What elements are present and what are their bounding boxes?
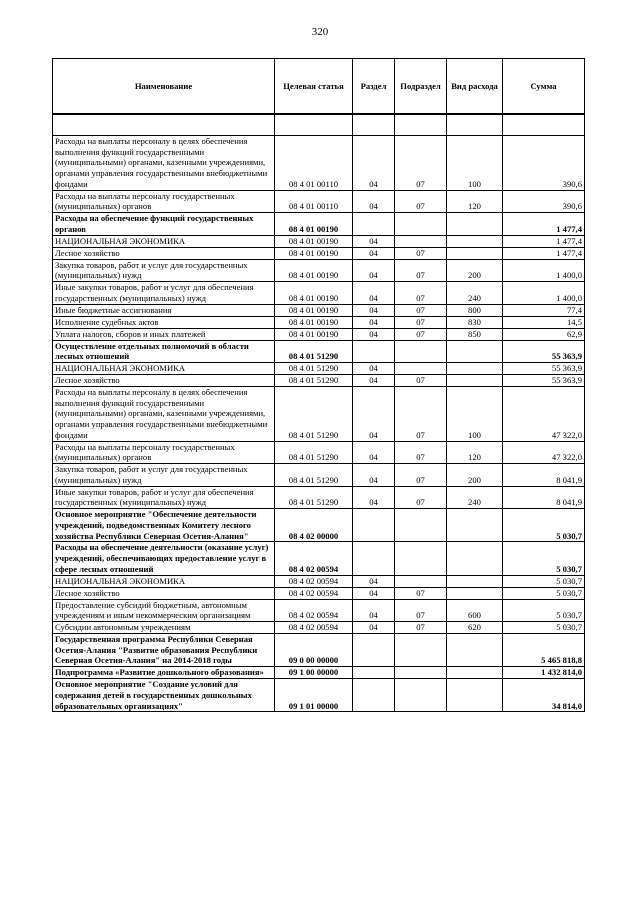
row-sum: 1 432 814,0 xyxy=(503,667,585,679)
row-sum: 1 400,0 xyxy=(503,259,585,281)
row-code: 08 4 02 00594 xyxy=(275,542,353,575)
row-code: 08 4 01 00190 xyxy=(275,259,353,281)
table-row xyxy=(53,542,585,575)
row-section: 04 xyxy=(353,259,395,281)
row-section xyxy=(353,340,395,362)
row-section xyxy=(353,667,395,679)
row-expense-type xyxy=(447,235,503,247)
row-section: 04 xyxy=(353,441,395,463)
row-name xyxy=(53,114,275,136)
row-code: 08 4 01 51290 xyxy=(275,441,353,463)
row-name: Иные бюджетные ассигнования xyxy=(53,304,275,316)
table-row xyxy=(53,235,585,247)
row-expense-type xyxy=(447,114,503,136)
row-name: Расходы на обеспечение функций государственных органов xyxy=(53,213,275,235)
row-sum: 390,6 xyxy=(503,136,585,191)
row-sum: 1 477,4 xyxy=(503,247,585,259)
row-code: 09 0 00 00000 xyxy=(275,633,353,666)
row-code: 08 4 02 00594 xyxy=(275,575,353,587)
table-row xyxy=(53,667,585,679)
row-section xyxy=(353,542,395,575)
table-body xyxy=(53,114,585,712)
row-name: Основное мероприятие "Обеспечение деятельности учреждений, подведомственных Комитету лесного хозяйства Республики Северная Осетия-Алания" xyxy=(53,509,275,542)
row-subsection: 07 xyxy=(395,190,447,212)
row-sum: 14,5 xyxy=(503,316,585,328)
row-name: Лесное хозяйство xyxy=(53,247,275,259)
row-expense-type xyxy=(447,667,503,679)
row-section: 04 xyxy=(353,464,395,486)
table-row xyxy=(53,486,585,508)
row-sum: 55 363,9 xyxy=(503,375,585,387)
table-row xyxy=(53,633,585,666)
row-code: 08 4 01 00190 xyxy=(275,213,353,235)
row-sum: 8 041,9 xyxy=(503,486,585,508)
table-row xyxy=(53,509,585,542)
row-subsection xyxy=(395,542,447,575)
row-sum: 5 030,7 xyxy=(503,621,585,633)
table-row xyxy=(53,387,585,442)
row-section: 04 xyxy=(353,621,395,633)
table-row xyxy=(53,340,585,362)
row-subsection xyxy=(395,667,447,679)
row-code: 08 4 01 51290 xyxy=(275,363,353,375)
row-sum: 5 030,7 xyxy=(503,509,585,542)
row-section: 04 xyxy=(353,486,395,508)
row-code: 08 4 01 00110 xyxy=(275,136,353,191)
row-subsection: 07 xyxy=(395,259,447,281)
row-subsection xyxy=(395,363,447,375)
row-sum: 77,4 xyxy=(503,304,585,316)
table-row xyxy=(53,136,585,191)
row-subsection xyxy=(395,509,447,542)
row-code: 09 1 01 00000 xyxy=(275,679,353,712)
row-subsection: 07 xyxy=(395,486,447,508)
row-subsection: 07 xyxy=(395,587,447,599)
row-subsection xyxy=(395,575,447,587)
row-subsection: 07 xyxy=(395,136,447,191)
row-code: 08 4 02 00594 xyxy=(275,621,353,633)
row-expense-type xyxy=(447,363,503,375)
budget-table xyxy=(52,58,585,712)
row-section: 04 xyxy=(353,575,395,587)
row-subsection: 07 xyxy=(395,464,447,486)
table-row xyxy=(53,363,585,375)
row-sum: 47 322,0 xyxy=(503,441,585,463)
row-section: 04 xyxy=(353,375,395,387)
row-sum: 1 400,0 xyxy=(503,282,585,304)
table-row xyxy=(53,375,585,387)
header-subsection: Подраздел xyxy=(395,59,447,115)
row-expense-type: 830 xyxy=(447,316,503,328)
page-number: 320 xyxy=(311,26,329,38)
row-code xyxy=(275,114,353,136)
row-expense-type xyxy=(447,542,503,575)
row-subsection: 07 xyxy=(395,316,447,328)
header-section: Раздел xyxy=(353,59,395,115)
table-row xyxy=(53,599,585,621)
row-code: 08 4 01 00190 xyxy=(275,247,353,259)
row-expense-type xyxy=(447,509,503,542)
row-name: Уплата налогов, сборов и иных платежей xyxy=(53,328,275,340)
row-subsection: 07 xyxy=(395,304,447,316)
row-section xyxy=(353,679,395,712)
row-section: 04 xyxy=(353,363,395,375)
table-row xyxy=(53,328,585,340)
row-name: Исполнение судебных актов xyxy=(53,316,275,328)
row-name: Закупка товаров, работ и услуг для государственных (муниципальных) нужд xyxy=(53,259,275,281)
table-row xyxy=(53,316,585,328)
row-subsection: 07 xyxy=(395,621,447,633)
row-code: 08 4 01 51290 xyxy=(275,464,353,486)
row-section: 04 xyxy=(353,328,395,340)
row-section: 04 xyxy=(353,316,395,328)
table-row xyxy=(53,464,585,486)
row-code: 08 4 01 51290 xyxy=(275,340,353,362)
row-sum xyxy=(503,114,585,136)
row-section xyxy=(353,633,395,666)
row-code: 08 4 01 51290 xyxy=(275,486,353,508)
row-sum: 62,9 xyxy=(503,328,585,340)
table-row xyxy=(53,190,585,212)
row-expense-type: 200 xyxy=(447,259,503,281)
row-expense-type: 100 xyxy=(447,136,503,191)
row-section xyxy=(353,114,395,136)
row-subsection xyxy=(395,235,447,247)
row-section: 04 xyxy=(353,599,395,621)
row-name: Иные закупки товаров, работ и услуг для обеспечения государственных (муниципальных) нужд xyxy=(53,486,275,508)
row-subsection: 07 xyxy=(395,282,447,304)
row-expense-type: 800 xyxy=(447,304,503,316)
table-row xyxy=(53,441,585,463)
row-code: 08 4 02 00594 xyxy=(275,599,353,621)
row-name: Расходы на обеспечение деятельности (оказание услуг) учреждений, обеспечивающих предоставление услуг в сфере лесных отношений xyxy=(53,542,275,575)
row-section: 04 xyxy=(353,136,395,191)
row-sum: 55 363,9 xyxy=(503,340,585,362)
row-subsection: 07 xyxy=(395,375,447,387)
row-name: Расходы на выплаты персоналу государственных (муниципальных) органов xyxy=(53,190,275,212)
row-expense-type: 240 xyxy=(447,282,503,304)
row-section: 04 xyxy=(353,587,395,599)
row-section: 04 xyxy=(353,282,395,304)
row-section xyxy=(353,509,395,542)
row-name: Предоставление субсидий бюджетным, автономным учреждениям и иным некоммерческим организациям xyxy=(53,599,275,621)
table-row xyxy=(53,259,585,281)
row-expense-type xyxy=(447,340,503,362)
header-expense-type: Вид расхода xyxy=(447,59,503,115)
row-code: 08 4 01 51290 xyxy=(275,375,353,387)
row-subsection xyxy=(395,340,447,362)
row-name: НАЦИОНАЛЬНАЯ ЭКОНОМИКА xyxy=(53,235,275,247)
row-subsection xyxy=(395,633,447,666)
table-row xyxy=(53,304,585,316)
table-row xyxy=(53,282,585,304)
table-row xyxy=(53,587,585,599)
row-sum: 5 465 818,8 xyxy=(503,633,585,666)
row-subsection: 07 xyxy=(395,441,447,463)
row-subsection xyxy=(395,114,447,136)
row-code: 08 4 01 00190 xyxy=(275,282,353,304)
row-expense-type: 120 xyxy=(447,190,503,212)
header-name: Наименование xyxy=(53,59,275,115)
row-code: 08 4 01 00190 xyxy=(275,304,353,316)
row-name: НАЦИОНАЛЬНАЯ ЭКОНОМИКА xyxy=(53,363,275,375)
table-row xyxy=(53,213,585,235)
row-name: Основное мероприятие "Создание условий для содержания детей в государственных дошкольных образовательных организациях" xyxy=(53,679,275,712)
row-name: Государственная программа Республики Северная Осетия-Алания "Развитие образования Республики Северная Осетия-Алания" на 2014-2018 годы xyxy=(53,633,275,666)
row-subsection: 07 xyxy=(395,247,447,259)
row-subsection xyxy=(395,213,447,235)
row-expense-type xyxy=(447,679,503,712)
row-name: Закупка товаров, работ и услуг для государственных (муниципальных) нужд xyxy=(53,464,275,486)
row-subsection: 07 xyxy=(395,599,447,621)
row-subsection xyxy=(395,679,447,712)
row-expense-type: 850 xyxy=(447,328,503,340)
row-sum: 5 030,7 xyxy=(503,575,585,587)
row-code: 08 4 01 00190 xyxy=(275,235,353,247)
table-row xyxy=(53,679,585,712)
row-expense-type xyxy=(447,575,503,587)
row-name: Субсидии автономным учреждениям xyxy=(53,621,275,633)
row-sum: 5 030,7 xyxy=(503,542,585,575)
row-section: 04 xyxy=(353,235,395,247)
row-expense-type xyxy=(447,587,503,599)
row-name: Расходы на выплаты персоналу государственных (муниципальных) органов xyxy=(53,441,275,463)
row-section: 04 xyxy=(353,247,395,259)
row-sum: 1 477,4 xyxy=(503,235,585,247)
row-section: 04 xyxy=(353,190,395,212)
header-sum: Сумма xyxy=(503,59,585,115)
table-row xyxy=(53,621,585,633)
row-sum: 5 030,7 xyxy=(503,599,585,621)
row-expense-type xyxy=(447,213,503,235)
row-section xyxy=(353,213,395,235)
row-sum: 390,6 xyxy=(503,190,585,212)
row-expense-type: 620 xyxy=(447,621,503,633)
row-expense-type xyxy=(447,247,503,259)
row-name: НАЦИОНАЛЬНАЯ ЭКОНОМИКА xyxy=(53,575,275,587)
row-sum: 5 030,7 xyxy=(503,587,585,599)
row-name: Лесное хозяйство xyxy=(53,375,275,387)
row-name: Осуществление отдельных полномочий в области лесных отношений xyxy=(53,340,275,362)
row-sum: 1 477,4 xyxy=(503,213,585,235)
row-expense-type: 200 xyxy=(447,464,503,486)
row-section: 04 xyxy=(353,304,395,316)
row-code: 09 1 00 00000 xyxy=(275,667,353,679)
table-row xyxy=(53,247,585,259)
row-subsection: 07 xyxy=(395,328,447,340)
row-subsection: 07 xyxy=(395,387,447,442)
row-expense-type: 120 xyxy=(447,441,503,463)
row-name: Иные закупки товаров, работ и услуг для обеспечения государственных (муниципальных) нужд xyxy=(53,282,275,304)
row-expense-type: 600 xyxy=(447,599,503,621)
row-expense-type xyxy=(447,633,503,666)
table-header-row xyxy=(53,59,585,115)
row-code: 08 4 01 00190 xyxy=(275,328,353,340)
row-name: Расходы на выплаты персоналу в целях обеспечения выполнения функций государственными (муниципальными) органами, казенными учреждениями, органами управления государственными внебюджетными фондами xyxy=(53,136,275,191)
row-expense-type: 100 xyxy=(447,387,503,442)
row-sum: 34 814,0 xyxy=(503,679,585,712)
row-name: Лесное хозяйство xyxy=(53,587,275,599)
header-code: Целевая статья xyxy=(275,59,353,115)
row-code: 08 4 01 00190 xyxy=(275,316,353,328)
table-row xyxy=(53,575,585,587)
row-sum: 8 041,9 xyxy=(503,464,585,486)
row-code: 08 4 01 00110 xyxy=(275,190,353,212)
row-code: 08 4 01 51290 xyxy=(275,387,353,442)
row-name: Подпрограмма «Развитие дошкольного образования» xyxy=(53,667,275,679)
row-code: 08 4 02 00000 xyxy=(275,509,353,542)
row-name: Расходы на выплаты персоналу в целях обеспечения выполнения функций государственными (муниципальными) органами, казенными учреждениями, органами управления государственными внебюджетными фондами xyxy=(53,387,275,442)
row-expense-type xyxy=(447,375,503,387)
table-row xyxy=(53,114,585,136)
row-section: 04 xyxy=(353,387,395,442)
row-code: 08 4 02 00594 xyxy=(275,587,353,599)
row-expense-type: 240 xyxy=(447,486,503,508)
row-sum: 55 363,9 xyxy=(503,363,585,375)
row-sum: 47 322,0 xyxy=(503,387,585,442)
